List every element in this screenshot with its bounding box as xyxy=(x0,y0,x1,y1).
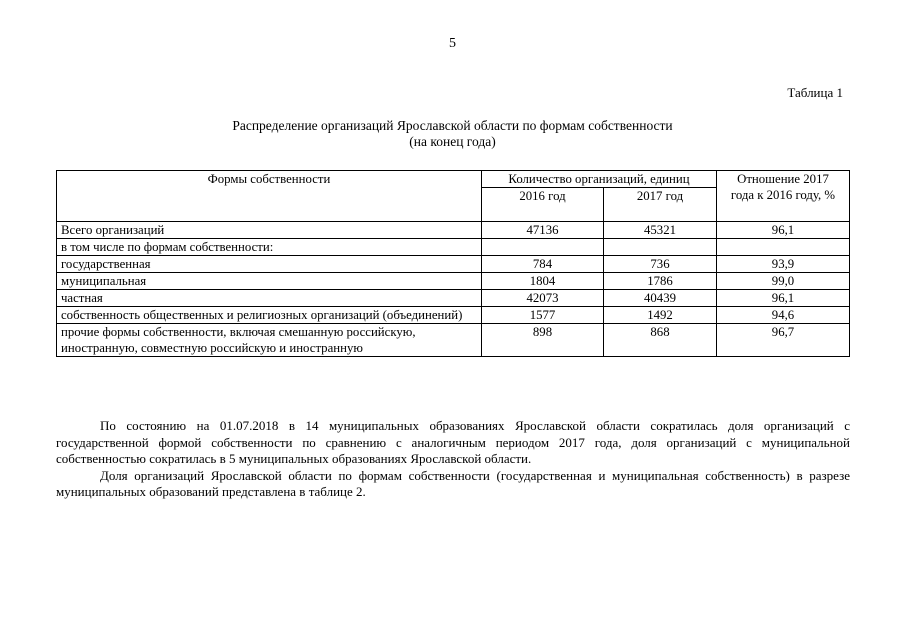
table-title-line-1: Распределение организаций Ярославской области по формам собственности xyxy=(232,118,673,133)
value-ratio: 96,7 xyxy=(717,324,850,357)
value-2017 xyxy=(604,239,717,256)
value-ratio: 99,0 xyxy=(717,273,850,290)
paragraph-1: По состоянию на 01.07.2018 в 14 муниципальных образованиях Ярославской области сократилась доля организаций с государственной формой собственности по сравнению с аналогичным периодом 2017 года, доля организаций с муниципальной собственностью сократилась в 5 муниципальных образованиях Ярославской области. xyxy=(56,418,850,466)
value-2016: 784 xyxy=(482,256,604,273)
table-row xyxy=(57,239,850,256)
ownership-table xyxy=(56,170,850,357)
value-ratio: 96,1 xyxy=(717,290,850,307)
header-forms: Формы собственности xyxy=(57,171,482,222)
value-2017: 45321 xyxy=(604,222,717,239)
table-row xyxy=(57,273,850,290)
table-row xyxy=(57,324,850,357)
table-label: Таблица 1 xyxy=(787,85,843,100)
value-2017: 868 xyxy=(604,324,717,357)
header-ratio xyxy=(717,171,850,222)
value-2016: 47136 xyxy=(482,222,604,239)
table-row xyxy=(57,307,850,324)
header-ratio-text: Отношение 2017 года к 2016 году, % xyxy=(730,172,836,202)
header-2017: 2017 год xyxy=(604,188,717,222)
row-label: муниципальная xyxy=(57,273,482,290)
page-number: 5 xyxy=(449,36,456,51)
header-2016: 2016 год xyxy=(482,188,604,222)
table-row xyxy=(57,290,850,307)
value-ratio: 93,9 xyxy=(717,256,850,273)
table-title-line-2: (на конец года) xyxy=(409,134,496,149)
value-2016: 898 xyxy=(482,324,604,357)
table-row xyxy=(57,222,850,239)
value-ratio: 94,6 xyxy=(717,307,850,324)
paragraph-2: Доля организаций Ярославской области по формам собственности (государственная и муниципальная собственность) в разрезе муниципальных образований представлена в таблице 2. xyxy=(56,467,850,499)
value-ratio xyxy=(717,239,850,256)
table-title xyxy=(0,118,905,150)
row-label: частная xyxy=(57,290,482,307)
value-2017: 40439 xyxy=(604,290,717,307)
row-label: в том числе по формам собственности: xyxy=(57,239,482,256)
table-row xyxy=(57,256,850,273)
value-2016: 1577 xyxy=(482,307,604,324)
value-2016 xyxy=(482,239,604,256)
body-text xyxy=(56,418,850,501)
header-count: Количество организаций, единиц xyxy=(482,171,717,188)
value-ratio: 96,1 xyxy=(717,222,850,239)
value-2017: 1492 xyxy=(604,307,717,324)
row-label: Всего организаций xyxy=(57,222,482,239)
row-label: прочие формы собственности, включая смешанную российскую, иностранную, совместную российскую и иностранную xyxy=(57,324,482,357)
row-label: собственность общественных и религиозных организаций (объединений) xyxy=(57,307,482,324)
value-2016: 42073 xyxy=(482,290,604,307)
value-2017: 1786 xyxy=(604,273,717,290)
row-label: государственная xyxy=(57,256,482,273)
value-2017: 736 xyxy=(604,256,717,273)
value-2016: 1804 xyxy=(482,273,604,290)
